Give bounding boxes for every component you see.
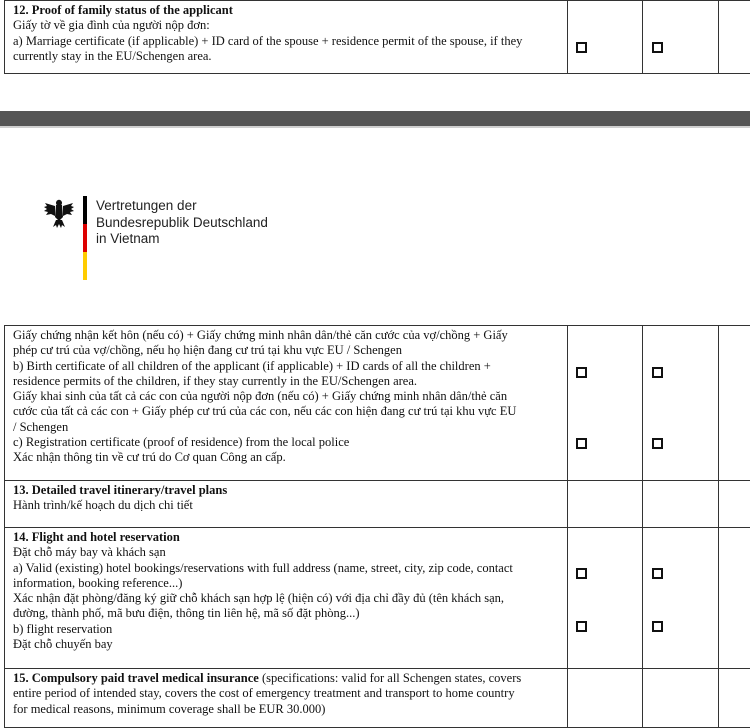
text-line: cước của tất cả các con + Giấy phép cư trú của các con, nếu các con hiện đang cư trú tại khu vực EU — [13, 404, 517, 419]
text-line: for medical reasons, minimum coverage shall be EUR 30.000) — [13, 701, 326, 716]
requirement-cell — [5, 528, 568, 668]
checkbox-column-1 — [568, 669, 643, 727]
text-line: information, booking reference...) — [13, 575, 183, 590]
checkbox-column-2 — [643, 1, 719, 73]
logo-wordmark — [96, 198, 268, 248]
page-separator — [0, 111, 750, 126]
checkbox-12c-col2[interactable] — [652, 438, 663, 449]
section-14-heading: 14. Flight and hotel reservation — [13, 530, 180, 544]
checkbox-12a-col1[interactable] — [576, 42, 587, 53]
text-line: Xác nhận đặt phòng/đăng ký giữ chỗ khách sạn hợp lệ (hiện có) với địa chỉ đầy đủ (tên khách sạn, — [13, 591, 505, 606]
text-line: b) flight reservation — [13, 621, 113, 636]
flag-bar-red — [83, 224, 87, 252]
checkbox-14a-col1[interactable] — [576, 568, 587, 579]
checkbox-column-1 — [568, 326, 643, 480]
checkbox-column-2 — [643, 326, 719, 480]
checkbox-column-1 — [568, 528, 643, 668]
text-line: Giấy khai sinh của tất cả các con của người nộp đơn (nếu có) + Giấy chứng minh nhân dân/thẻ căn — [13, 389, 508, 404]
text-line: b) Birth certificate of all children of the applicant (if applicable) + ID cards of all the children + — [13, 358, 491, 373]
text-line: phép cư trú của vợ/chồng, nếu họ hiện đang cư trú tại khu vực EU / Schengen — [13, 343, 402, 358]
requirement-cell — [5, 481, 568, 527]
logo-line-3: in Vietnam — [96, 231, 160, 246]
logo-line-1: Vertretungen der — [96, 198, 197, 213]
text-line: residence permits of the children, if they stay currently in the EU/Schengen area. — [13, 373, 418, 388]
checkbox-column-2 — [643, 528, 719, 668]
section-15-heading: 15. Compulsory paid travel medical insurance — [13, 671, 259, 685]
checkbox-12a-col2[interactable] — [652, 42, 663, 53]
text-line: Giấy chứng nhận kết hôn (nếu có) + Giấy chứng minh nhân dân/thẻ căn cước của vợ/chồng + Giấy — [13, 328, 508, 342]
checkbox-12b-col1[interactable] — [576, 367, 587, 378]
text-line: entire period of intended stay, covers the cost of emergency treatment and transport to home country — [13, 686, 515, 701]
section-12-a-line2: currently stay in the EU/Schengen area. — [13, 48, 212, 63]
checkbox-column-1 — [568, 1, 643, 73]
text-line: Xác nhận thông tin về cư trú do Cơ quan Công an cấp. — [13, 450, 286, 465]
text-line: / Schengen — [13, 419, 69, 434]
text-line: a) Valid (existing) hotel bookings/reservations with full address (name, street, city, zip code, contact — [13, 560, 513, 575]
checkbox-14b-col1[interactable] — [576, 621, 587, 632]
text-line: Đặt chỗ chuyến bay — [13, 637, 113, 652]
checkbox-14a-col2[interactable] — [652, 568, 663, 579]
requirement-cell — [5, 669, 568, 727]
checkbox-12b-col2[interactable] — [652, 367, 663, 378]
table-row-14 — [4, 527, 750, 669]
page-separator-shadow — [0, 126, 750, 128]
section-15-line1-rest: (specifications: valid for all Schengen states, covers — [258, 671, 522, 685]
section-12-heading: 12. Proof of family status of the applicant — [13, 3, 233, 17]
logo-line-2: Bundesrepublik Deutschland — [96, 214, 268, 230]
checkbox-14b-col2[interactable] — [652, 621, 663, 632]
checkbox-column-2 — [643, 669, 719, 727]
section-12-heading-vi: Giấy tờ về gia đình của người nộp đơn: — [13, 18, 210, 33]
table-row-12-continued — [4, 325, 750, 481]
federal-eagle-icon — [42, 197, 76, 231]
section-13-heading: 13. Detailed travel itinerary/travel plans — [13, 483, 228, 497]
section-14-heading-vi: Đặt chỗ máy bay và khách sạn — [13, 545, 166, 560]
section-13-heading-vi: Hành trình/kế hoạch du dịch chi tiết — [13, 498, 193, 513]
requirement-cell — [5, 1, 568, 73]
table-row-13 — [4, 480, 750, 528]
checkbox-column-2 — [643, 481, 719, 527]
table-row-15 — [4, 668, 750, 728]
checkbox-12c-col1[interactable] — [576, 438, 587, 449]
flag-bar-gold — [83, 252, 87, 280]
section-12-a-line1: a) Marriage certificate (if applicable) + ID card of the spouse + residence permit of the spouse, if they — [13, 33, 523, 48]
requirement-cell — [5, 326, 568, 480]
text-line: c) Registration certificate (proof of residence) from the local police — [13, 435, 350, 450]
flag-bar-black — [83, 196, 87, 224]
table-row-12 — [4, 0, 750, 74]
text-line: đường, thành phố, mã bưu điện, thông tin liên hệ, mã số đặt phòng...) — [13, 606, 360, 621]
checkbox-column-1 — [568, 481, 643, 527]
